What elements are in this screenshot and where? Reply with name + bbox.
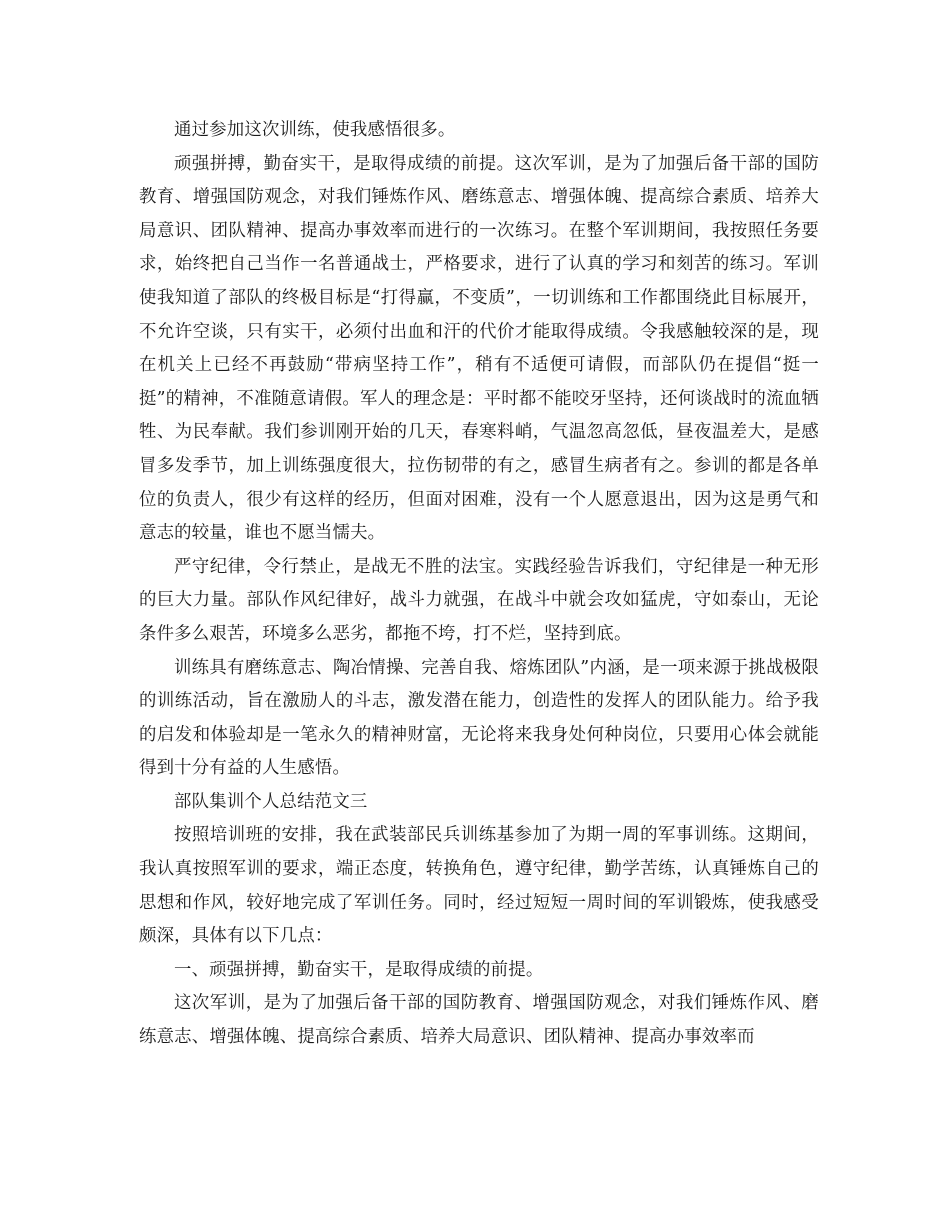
paragraph-perseverance: 顽强拼搏，勤奋实干，是取得成绩的前提。这次军训，是为了加强后备干部的国防教育、增强国防观念，对我们锤炼作风、磨练意志、增强体魄、提高综合素质、培养大局意识、团队精神、提高办事效率而进行的一次练习。在整个军训期间，我按照任务要求，始终把自己当作一名普通战士，严格要求，进行了认真的学习和刻苦的练习。军训使我知道了部队的终极目标是“打得赢，不变质”，一切训练和工作都围绕此目标展开，不允许空谈，只有实干，必须付出血和汗的代价才能取得成绩。令我感触较深的是，现在机关上已经不再鼓励“带病坚持工作”，稍有不适便可请假，而部队仍在提倡“挺一挺”的精神，不准随意请假。军人的理念是：平时都不能咬牙坚持，还何谈战时的流血牺牲、为民奉献。我们参训刚开始的几天，春寒料峭，气温忽高忽低，昼夜温差大，是感冒多发季节，加上训练强度很大，拉伤韧带的有之，感冒生病者有之。参训的都是各单位的负责人，很少有这样的经历，但面对困难，没有一个人愿意退出，因为这是勇气和意志的较量，谁也不愿当懦夫。 xyxy=(139,153,819,544)
document-body xyxy=(139,114,819,1055)
section-heading: 部队集训个人总结范文三 xyxy=(174,791,368,812)
paragraph-military-training: 这次军训，是为了加强后备干部的国防教育、增强国防观念，对我们锤炼作风、磨练意志、增强体魄、提高综合素质、培养大局意识、团队精神、提高办事效率而 xyxy=(139,993,819,1048)
paragraph-intro: 通过参加这次训练，使我感悟很多。 xyxy=(174,120,456,140)
paragraph-arrangement: 按照培训班的安排，我在武装部民兵训练基参加了为期一周的军事训练。这期间，我认真按照军训的要求，端正态度，转换角色，遵守纪律，勤学苦练，认真锤炼自己的思想和作风，较好地完成了军训任务。同时，经过短短一周时间的军训锻炼，使我感受颇深，具体有以下几点： xyxy=(139,825,819,947)
point-one-heading: 一、顽强拼搏，勤奋实干，是取得成绩的前提。 xyxy=(174,959,544,980)
paragraph-discipline: 严守纪律，令行禁止，是战无不胜的法宝。实践经验告诉我们，守纪律是一种无形的巨大力量。部队作风纪律好，战斗力就强，在战斗中就会攻如猛虎，守如泰山，无论条件多么艰苦，环境多么恶劣，都拖不垮，打不烂，坚持到底。 xyxy=(139,556,819,644)
paragraph-training-meaning: 训练具有磨练意志、陶冶情操、完善自我、熔炼团队”内涵，是一项来源于挑战极限的训练活动，旨在激励人的斗志，激发潜在能力，创造性的发挥人的团队能力。给予我的启发和体验却是一笔永久的精神财富，无论将来我身处何种岗位，只要用心体会就能得到十分有益的人生感悟。 xyxy=(139,657,819,779)
